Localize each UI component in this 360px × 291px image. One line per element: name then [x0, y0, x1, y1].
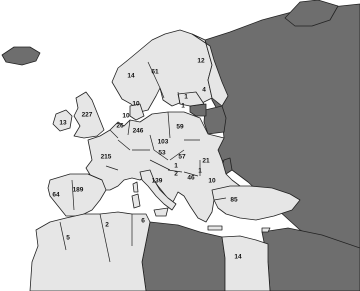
label-ukraine: 21 [202, 157, 210, 165]
label-austria: 53 [158, 149, 166, 157]
label-poland: 59 [176, 123, 184, 131]
label-united-kingdom: 227 [81, 111, 93, 119]
label-netherlands: 10 [122, 112, 130, 120]
label-italy: 139 [151, 177, 163, 185]
label-sweden: 61 [151, 68, 159, 76]
label-estonia: 1 [184, 93, 188, 101]
label-finland: 12 [197, 57, 205, 65]
crete [208, 226, 222, 230]
egypt-land [222, 236, 270, 291]
corsica [133, 182, 138, 192]
label-romania: 1 [198, 167, 202, 175]
label-morocco: 5 [66, 234, 70, 242]
label-serbia: 46 [187, 174, 195, 182]
label-turkey: 85 [230, 196, 238, 204]
label-slovakia: 57 [178, 153, 186, 161]
label-hungary: 1 [174, 162, 178, 170]
label-germany: 246 [132, 127, 144, 135]
label-france: 215 [100, 153, 112, 161]
label-portugal: 64 [52, 191, 60, 199]
label-egypt: 14 [234, 253, 242, 261]
label-belgium: 26 [116, 122, 124, 130]
label-bulgaria: 10 [208, 177, 216, 185]
label-norway: 14 [127, 72, 135, 80]
label-ireland: 13 [59, 119, 67, 127]
belarus [204, 106, 226, 134]
label-latvia: 1 [181, 102, 185, 110]
label-croatia: 2 [174, 170, 178, 178]
label-algeria: 2 [105, 221, 109, 229]
label-czechia: 103 [157, 138, 169, 146]
label-tunisia: 6 [141, 217, 145, 225]
label-russia-northwest: 4 [202, 86, 206, 94]
label-spain: 189 [72, 186, 84, 194]
label-denmark: 10 [132, 100, 140, 108]
